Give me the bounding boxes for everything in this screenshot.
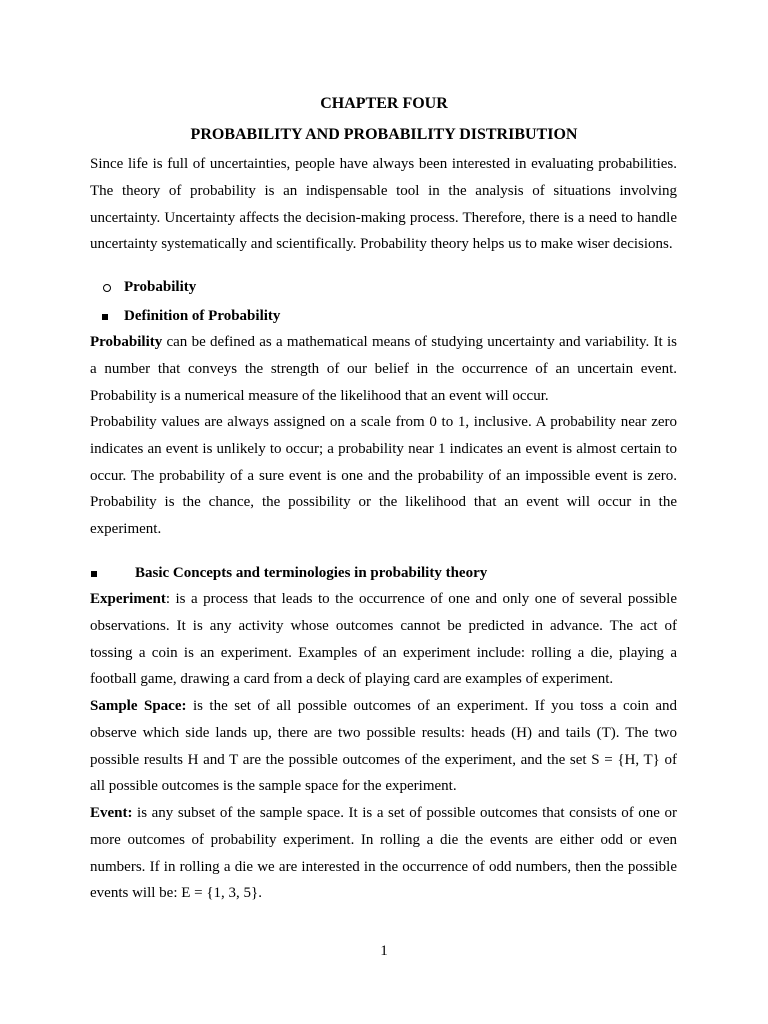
- definition-paragraph: [90, 329, 677, 409]
- sample-space-paragraph: [90, 693, 677, 800]
- event-term: Event:: [90, 805, 133, 821]
- sample-space-text: is the set of all possible outcomes of an experiment. If you toss a coin and observe which side lands up, there are two possible results: heads (H) and tails (T). The two possible results H and T are the possible outcomes of the experiment, and the set S = {H, T} of all possible outcomes is the sample space for the experiment.: [90, 698, 678, 795]
- intro-paragraph: Since life is full of uncertainties, people have always been interested in evaluating probabilities. The theory of probability is an indispensable tool in the analysis of situations involving uncertainty. Uncertainty affects the decision-making process. Therefore, there is a need to handle uncertainty systematically and scientifically. Probability theory helps us to make wiser decisions.: [90, 156, 677, 253]
- experiment-term: Experiment: [90, 591, 166, 607]
- page-number: 1: [380, 943, 388, 959]
- definition-term: Probability: [90, 334, 163, 350]
- square-bullet-icon: [91, 563, 97, 583]
- bullet-probability-label: Probability: [124, 279, 197, 295]
- circle-bullet-icon: [103, 277, 111, 298]
- bullet-basic-concepts-label: Basic Concepts and terminologies in probability theory: [135, 565, 488, 581]
- scale-paragraph: Probability values are always assigned on a scale from 0 to 1, inclusive. A probability near zero indicates an event is unlikely to occur; a probability near 1 indicates an event is almost certain to occur. The probability of a sure event is one and the probability of an impossible event is zero. Probability is the chance, the possibility or the likelihood that an event will occur in the experiment.: [90, 414, 677, 538]
- event-paragraph: [90, 800, 677, 907]
- bullet-definition-label: Definition of Probability: [124, 308, 281, 324]
- experiment-text: : is a process that leads to the occurrence of one and only one of several possible observations. It is any activity whose outcomes cannot be predicted in advance. The act of tossing a coin is an experiment. Examples of an experiment include: rolling a die, playing a football game, drawing a card from a deck of playing card are examples of experiment.: [90, 591, 677, 688]
- square-bullet-icon: [102, 306, 108, 326]
- chapter-heading: CHAPTER FOUR: [320, 95, 448, 112]
- experiment-paragraph: [90, 586, 677, 693]
- sample-space-term: Sample Space:: [90, 698, 187, 714]
- chapter-title: PROBABILITY AND PROBABILITY DISTRIBUTION: [190, 126, 578, 143]
- event-text: is any subset of the sample space. It is a set of possible outcomes that consists of one or more outcomes of probability experiment. In rolling a die the events are either odd or even numbers. If in rolling a die we are interested in the occurrence of odd numbers, then the possible events will be: E = {1, 3, 5}.: [90, 805, 677, 902]
- definition-text: can be defined as a mathematical means of studying uncertainty and variability. It is a number that conveys the strength of our belief in the occurrence of an uncertain event. Probability is a numerical measure of the likelihood that an event will occur.: [90, 334, 677, 404]
